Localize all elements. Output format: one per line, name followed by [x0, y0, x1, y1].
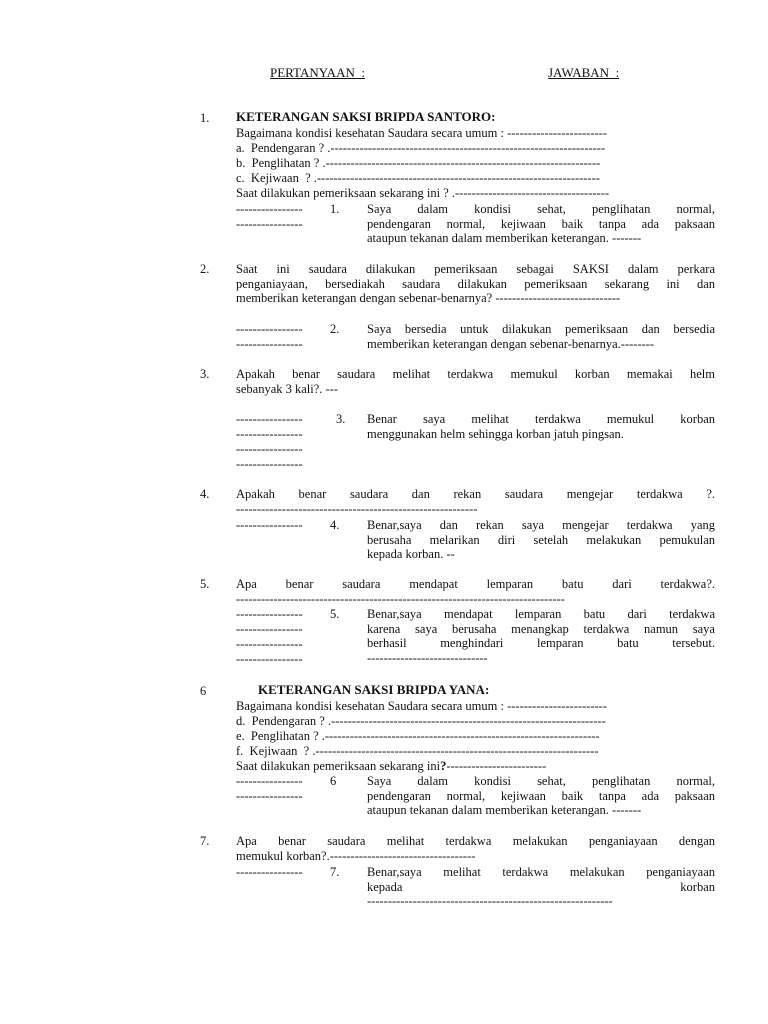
q4-answer-line: berusaha melarikan diri setelah melakukan pemukulan — [367, 532, 715, 547]
q3-answer-line: menggunakan helm sehingga korban jatuh pingsan. — [367, 426, 624, 441]
q4-question-line: Apakah benar saudara dan rekan saudara mengejar terdakwa ?. — [236, 487, 715, 501]
q2-answer-line: memberikan keterangan dengan sebenar-benarnya.-------- — [367, 336, 655, 351]
q5-question — [236, 577, 715, 606]
q5-answer-number: 5. — [330, 607, 340, 621]
q2-number: 2. — [200, 262, 210, 276]
q3-question — [236, 367, 715, 396]
q1-line2: Saat dilakukan pemeriksaan sekarang ini ? .------------------------------------- — [236, 186, 610, 200]
q7-question-line: memukul korban?.----------------------------------- — [236, 848, 476, 863]
q4-answer-number: 4. — [330, 518, 340, 532]
q3-answer-number: 3. — [336, 412, 346, 426]
q6-answer-line: ataupun tekanan dalam memberikan keterangan. ------- — [367, 803, 642, 817]
q1-item-a: a. Pendengaran ? .------------------------------------------------------------------ — [236, 141, 606, 155]
q6-item-f: f. Kejiwaan ? .-------------------------------------------------------------------- — [236, 744, 599, 758]
header-question: PERTANYAAN : — [270, 65, 365, 80]
q4-number: 4. — [200, 487, 210, 501]
q4-answer-line: kepada korban. -- — [367, 547, 455, 561]
q5-dash-1: ---------------- — [236, 622, 303, 636]
q1-answer-line: pendengaran normal, kejiwaan baik tanpa ada paksaan — [367, 216, 715, 231]
q5-answer-line: ----------------------------- — [367, 650, 488, 665]
q6-line2-text: Saat dilakukan pemeriksaan sekarang ini — [236, 759, 441, 773]
q4-question — [236, 487, 715, 516]
q6-answer-line: Saya dalam kondisi sehat, penglihatan normal, — [367, 774, 715, 788]
header-answer: JAWABAN : — [548, 65, 620, 80]
q6-answer-line: pendengaran normal, kejiwaan baik tanpa ada paksaan — [367, 788, 715, 803]
q6-item-d: d. Pendengaran ? .------------------------------------------------------------------ — [236, 714, 606, 728]
q1-answer-line: ataupun tekanan dalam memberikan keterangan. ------- — [367, 231, 642, 245]
q6-line1: Bagaimana kondisi kesehatan Saudara secara umum : ------------------------ — [236, 699, 607, 713]
q1-dash-1: ---------------- — [236, 217, 303, 231]
q2-question-line: Saat ini saudara dilakukan pemeriksaan sebagai SAKSI dalam perkara — [236, 262, 715, 276]
q3-dash-0: ---------------- — [236, 412, 303, 426]
q2-question-line: memberikan keterangan dengan sebenar-benarnya? ------------------------------ — [236, 291, 621, 305]
q5-dash-2: ---------------- — [236, 637, 303, 651]
q5-number: 5. — [200, 577, 210, 591]
q3-dash-2: ---------------- — [236, 442, 303, 456]
q4-dash-0: ---------------- — [236, 518, 303, 532]
q1-item-b: b. Penglihatan ? .------------------------------------------------------------------ — [236, 156, 601, 170]
q6-dash-1: ---------------- — [236, 789, 303, 803]
q6-title: KETERANGAN SAKSI BRIPDA YANA: — [258, 682, 490, 697]
q3-dash-3: ---------------- — [236, 457, 303, 471]
q6-line2-mark: ? — [440, 759, 447, 773]
q2-answer-number: 2. — [330, 322, 340, 336]
q6-number: 6 — [200, 684, 207, 698]
q3-answer — [367, 412, 715, 441]
q5-question-line: ------------------------------------------------------------------------------- — [236, 591, 565, 606]
q1-title: KETERANGAN SAKSI BRIPDA SANTORO: — [236, 109, 496, 124]
q2-answer — [367, 322, 715, 351]
q5-dash-3: ---------------- — [236, 652, 303, 666]
q5-answer-line: berhasil menghindari lemparan batu tersebut. — [367, 636, 715, 650]
q7-answer — [367, 865, 715, 909]
q1-line1: Bagaimana kondisi kesehatan Saudara secara umum : ------------------------ — [236, 126, 607, 140]
q1-answer-number: 1. — [330, 202, 340, 216]
q7-answer-line: kepada korban — [367, 879, 715, 894]
q7-number: 7. — [200, 834, 210, 848]
q6-dash-0: ---------------- — [236, 774, 303, 788]
q3-question-line: sebanyak 3 kali?. --- — [236, 381, 339, 396]
q6-answer — [367, 774, 715, 818]
q7-dash-0: ---------------- — [236, 865, 303, 879]
q7-answer-number: 7. — [330, 865, 340, 879]
q4-answer-line: Benar,saya dan rekan saya mengejar terdakwa yang — [367, 518, 715, 532]
q6-answer-number: 6 — [330, 774, 337, 788]
q5-answer-line: karena saya berusaha menangkap terdakwa namun saya — [367, 621, 715, 636]
q5-answer-line: Benar,saya mendapat lemparan batu dari terdakwa — [367, 607, 715, 621]
q2-dash-0: ---------------- — [236, 322, 303, 336]
q2-answer-line: Saya bersedia untuk dilakukan pemeriksaan dan bersedia — [367, 322, 715, 336]
q3-question-line: Apakah benar saudara melihat terdakwa memukul korban memakai helm — [236, 367, 715, 381]
q4-answer — [367, 518, 715, 562]
q3-number: 3. — [200, 367, 210, 381]
q7-question — [236, 834, 715, 863]
q6-line2-dashes: ------------------------ — [446, 759, 547, 773]
q1-dash-0: ---------------- — [236, 202, 303, 216]
q5-dash-0: ---------------- — [236, 607, 303, 621]
q1-answer-line: Saya dalam kondisi sehat, penglihatan normal, — [367, 202, 715, 216]
q3-answer-line: Benar saya melihat terdakwa memukul korban — [367, 412, 715, 426]
q2-question — [236, 262, 715, 306]
q2-question-line: penganiayaan, bersediakah saudara dilakukan pemeriksaan sekarang ini dan — [236, 276, 715, 291]
q5-answer — [367, 607, 715, 665]
q2-dash-1: ---------------- — [236, 337, 303, 351]
q5-question-line: Apa benar saudara mendapat lemparan batu dari terdakwa?. — [236, 577, 715, 591]
q7-question-line: Apa benar saudara melihat terdakwa melakukan penganiayaan dengan — [236, 834, 715, 848]
q1-answer — [367, 202, 715, 246]
q4-question-line: ---------------------------------------------------------- — [236, 501, 478, 516]
q3-dash-1: ---------------- — [236, 427, 303, 441]
q7-answer-line: ----------------------------------------------------------- — [367, 894, 613, 908]
q1-number: 1. — [200, 111, 210, 125]
q6-line2 — [236, 759, 546, 773]
q1-item-c: c. Kejiwaan ? .-------------------------------------------------------------------- — [236, 171, 600, 185]
q7-answer-line: Benar,saya melihat terdakwa melakukan penganiayaan — [367, 865, 715, 879]
q6-item-e: e. Penglihatan ? .------------------------------------------------------------------ — [236, 729, 600, 743]
